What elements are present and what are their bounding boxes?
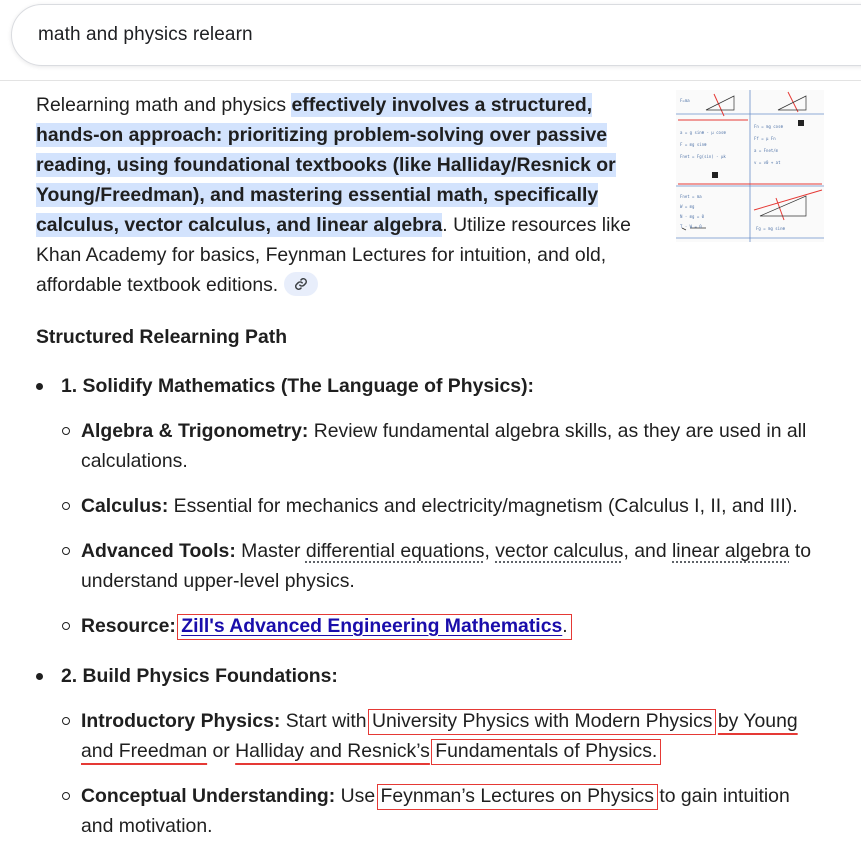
subitem-term: Algebra & Trigonometry:: [81, 420, 309, 442]
svg-text:a = g sinθ - μ cosθ: a = g sinθ - μ cosθ: [680, 130, 726, 135]
bullet-icon: [36, 383, 43, 390]
subitem-text: to gain intuition and motivation.: [81, 785, 790, 837]
circle-bullet-icon: [62, 622, 70, 630]
subitem-text: Use: [335, 785, 381, 807]
overview-tail: . Utilize resources like Khan Academy for basics, Feynman Lectures for intuition, and old, affordable textbook editions.: [36, 214, 631, 296]
subitem-term: Introductory Physics:: [81, 710, 281, 732]
svg-text:a = Fnet/m: a = Fnet/m: [754, 148, 779, 153]
circle-bullet-icon: [62, 792, 70, 800]
svg-text:N - mg = 0: N - mg = 0: [680, 214, 705, 219]
section-title: Structured Relearning Path: [36, 326, 288, 348]
subitem-text: or: [207, 740, 236, 762]
annotation-box: [177, 614, 571, 640]
link-vector-calculus[interactable]: vector calculus: [495, 540, 624, 562]
circle-bullet-icon: [62, 547, 70, 555]
search-header: [0, 0, 861, 81]
subitem-text: Essential for mechanics and electricity/magnetism (Calculus I, II, and III).: [168, 495, 798, 517]
circle-bullet-icon: [62, 502, 70, 510]
book-fundamentals-of-physics: Fundamentals of Physics.: [431, 739, 661, 765]
svg-text:F = mg sinθ: F = mg sinθ: [680, 142, 707, 147]
svg-text:Ff = μ Fn: Ff = μ Fn: [754, 136, 776, 141]
search-input[interactable]: math and physics relearn: [38, 24, 253, 45]
book-feynman-lectures: Feynman’s Lectures on Physics: [377, 784, 658, 810]
authors-young-freedman: by Young and Freedman: [81, 710, 798, 762]
overview-paragraph: [36, 90, 661, 300]
subitem-term: Resource:: [81, 615, 176, 637]
svg-text:Fn = mg cosθ: Fn = mg cosθ: [754, 124, 783, 129]
circle-bullet-icon: [62, 717, 70, 725]
subitem-term: Conceptual Understanding:: [81, 785, 336, 807]
handwritten-physics-notes-image[interactable]: [676, 90, 824, 242]
book-university-physics: University Physics with Modern Physics: [368, 709, 717, 735]
link-differential-equations[interactable]: differential equations: [305, 540, 485, 562]
svg-text:T - W = 0: T - W = 0: [680, 224, 702, 229]
subitem-text: Master: [235, 540, 306, 562]
list-item-label: 2. Build Physics Foundations:: [61, 665, 338, 687]
subitem-text: .: [562, 615, 568, 637]
link-zill-engineering-mathematics[interactable]: Zill's Advanced Engineering Mathematics: [181, 615, 563, 637]
svg-text:Fnet = Fg(sin) - μk: Fnet = Fg(sin) - μk: [680, 154, 726, 159]
separator: ,: [484, 540, 496, 562]
svg-text:Fnet = ma: Fnet = ma: [680, 194, 702, 199]
overview-lead: Relearning math and physics: [36, 94, 292, 116]
svg-text:W = mg: W = mg: [680, 204, 695, 209]
list-item-label: 1. Solidify Mathematics (The Language of Physics):: [61, 375, 535, 397]
subitem-term: Advanced Tools:: [81, 540, 236, 562]
bullet-icon: [36, 673, 43, 680]
link-icon[interactable]: [284, 272, 318, 296]
overview-highlight: effectively involves a structured, hands-on approach: prioritizing problem-solving over passive reading, using foundational textbooks (like Halliday/Resnick or Young/Freedman), and mastering essential math, specifically calculus, vector calculus, and linear algebra: [36, 94, 616, 236]
subitem-text: Start with: [280, 710, 372, 732]
svg-text:Fg = mg sinθ: Fg = mg sinθ: [756, 226, 785, 231]
svg-text:v = v0 + at: v = v0 + at: [754, 160, 781, 165]
subitem-term: Calculus:: [81, 495, 169, 517]
authors-halliday-resnick: Halliday and Resnick’s: [235, 740, 430, 762]
svg-text:F=ma: F=ma: [680, 98, 690, 103]
subitem-text: to understand upper-level physics.: [81, 540, 812, 592]
circle-bullet-icon: [62, 427, 70, 435]
search-box[interactable]: [11, 4, 861, 66]
link-linear-algebra[interactable]: linear algebra: [672, 540, 790, 562]
separator: , and: [623, 540, 672, 562]
subitem-text: Review fundamental algebra skills, as they are used in all calculations.: [81, 420, 807, 472]
